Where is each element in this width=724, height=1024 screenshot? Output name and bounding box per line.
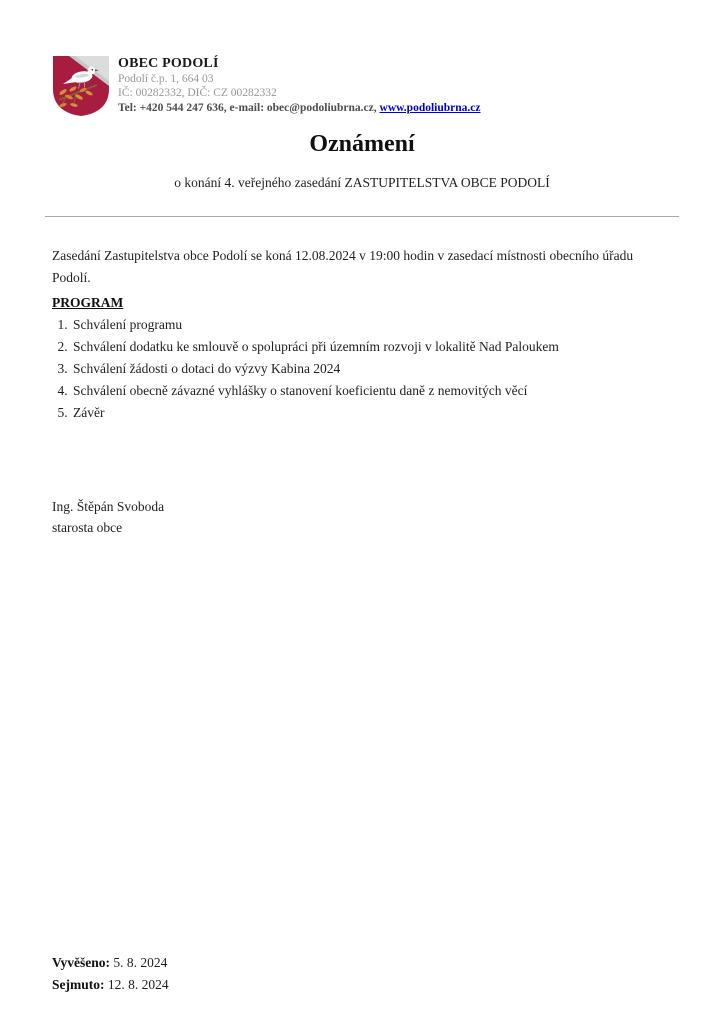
org-contact-text: Tel: +420 544 247 636, e-mail: obec@podoliubrna.cz, [118,102,380,114]
org-address: Podolí č.p. 1, 664 03 [118,73,214,85]
header-divider [45,216,679,217]
program-item: 4. Schválení obecně závazné vyhlášky o stanovení koeficientu daně z nemovitých věcí [71,380,671,402]
page-subtitle: o konání 4. veřejného zasedání ZASTUPITELSTVA OBCE PODOLÍ [174,175,550,190]
org-ids: IČ: 00282332, DIČ: CZ 00282332 [118,87,277,99]
meeting-announcement-paragraph: Zasedání Zastupitelstva obce Podolí se koná 12.08.2024 v 19:00 hodin v zasedací místnosti obecního úřadu Podolí. [52,248,634,285]
removed-label: Sejmuto: [52,977,105,992]
website-link[interactable]: www.podoliubrna.cz [379,102,481,114]
program-heading: PROGRAM [52,295,124,310]
posted-row [52,952,169,974]
signatory-role: starosta obce [52,520,123,535]
program-item: 3. Schválení žádosti o dotaci do výzvy Kabina 2024 [71,358,671,380]
program-item: 2. Schválení dodatku ke smlouvě o spolupráci při územním rozvoji v lokalitě Nad Paloukem [71,336,671,358]
signature-block [52,496,164,538]
program-item: 1. Schválení programu [71,314,671,336]
removed-date: 12. 8. 2024 [104,977,169,992]
posted-date: 5. 8. 2024 [110,955,168,970]
posted-label: Vyvěšeno: [52,955,111,970]
program-list [55,314,671,424]
org-name: OBEC PODOLÍ [118,56,219,71]
signatory-name: Ing. Štěpán Svoboda [52,499,165,514]
program-item: 5. Závěr [71,402,671,424]
municipality-crest-icon [52,55,110,117]
removed-row [52,974,169,996]
letterhead [52,55,480,117]
org-contact-line [118,101,480,116]
letterhead-text [118,55,480,117]
posting-dates [52,952,169,996]
page-title: Oznámení [309,131,415,157]
